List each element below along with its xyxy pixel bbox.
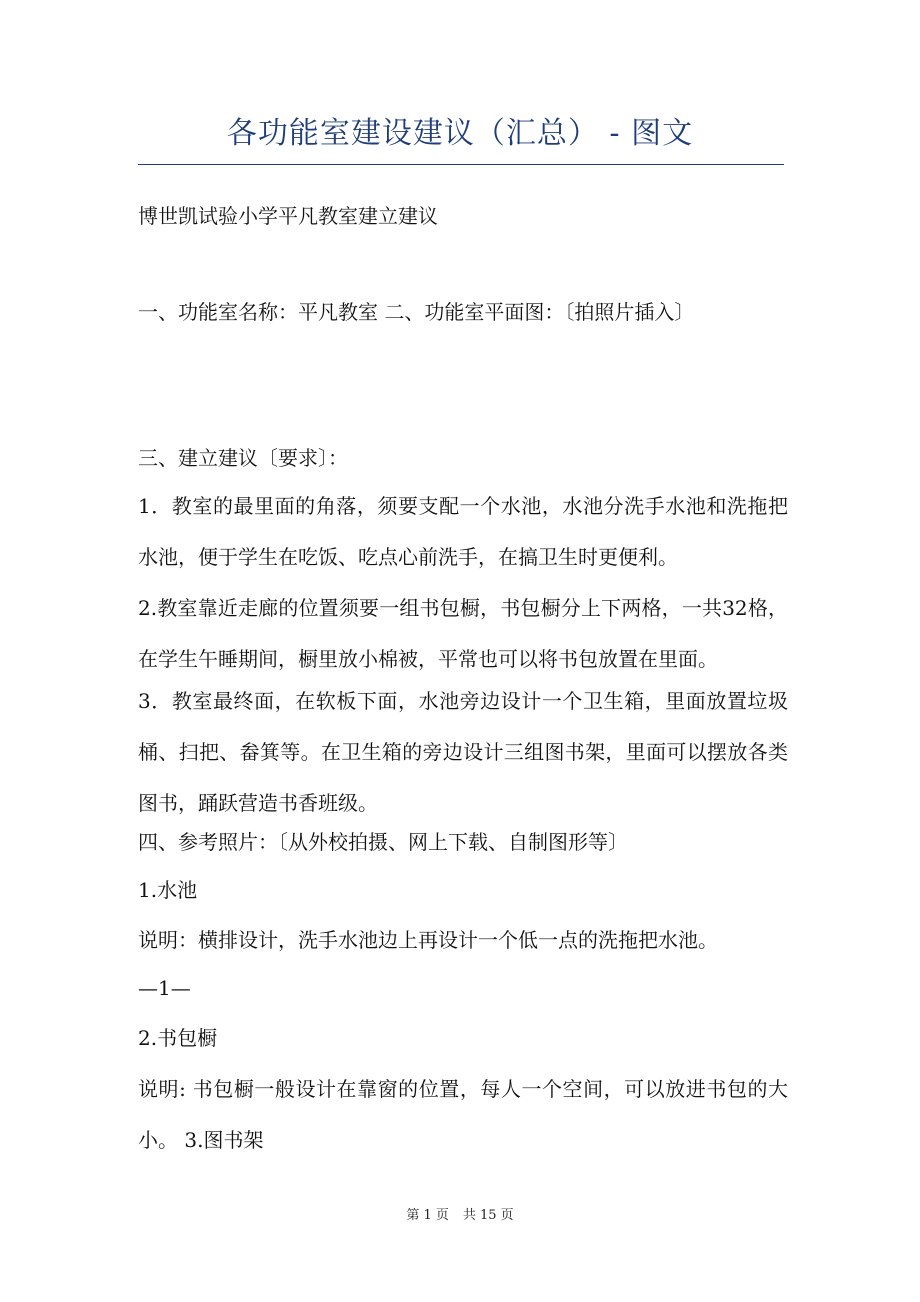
photo-2-label: 2.书包橱 xyxy=(138,1026,218,1050)
photo-1-note: 说明：横排设计，洗手水池边上再设计一个低一点的洗拖把水池。 xyxy=(138,928,718,952)
requirement-item-2: 2.教室靠近走廊的位置须要一组书包橱，书包橱分上下两格，一共32格，在学生午睡期间，橱里放小棉被，平常也可以将书包放置在里面。 xyxy=(138,596,788,671)
requirement-item-3: 3．教室最终面，在软板下面，水池旁边设计一个卫生箱，里面放置垃圾桶、扫把、畚箕等。在卫生箱的旁边设计三组图书架，里面可以摆放各类图书，踊跃营造书香班级。 xyxy=(138,689,788,815)
title-divider xyxy=(138,164,784,165)
photo-2-note: 说明: 书包橱一般设计在靠窗的位置，每人一个空间，可以放进书包的大小。 3.图书架 xyxy=(138,1077,788,1152)
document-subtitle: 博世凯试验小学平凡教室建立建议 xyxy=(138,204,438,228)
page-title: 各功能室建设建议（汇总） - 图文 xyxy=(226,116,694,151)
footer-page-current: 第 1 页 xyxy=(406,1208,449,1223)
page-footer xyxy=(0,1206,920,1226)
section-3-heading: 三、建立建议〔要求〕： xyxy=(138,446,348,470)
section-1-2: 一、功能室名称：平凡教室 二、功能室平面图：〔拍照片插入〕 xyxy=(138,300,695,324)
page-marker: —1— xyxy=(138,976,191,1000)
requirement-item-1: 1．教室的最里面的角落，须要支配一个水池，水池分洗手水池和洗拖把水池，便于学生在吃饭、吃点心前洗手，在搞卫生时更便利。 xyxy=(138,494,788,569)
section-4-heading: 四、参考照片：〔从外校拍摄、网上下载、自制图形等〕 xyxy=(138,830,628,854)
footer-page-total: 共 15 页 xyxy=(462,1208,514,1223)
photo-1-label: 1.水池 xyxy=(138,878,198,902)
